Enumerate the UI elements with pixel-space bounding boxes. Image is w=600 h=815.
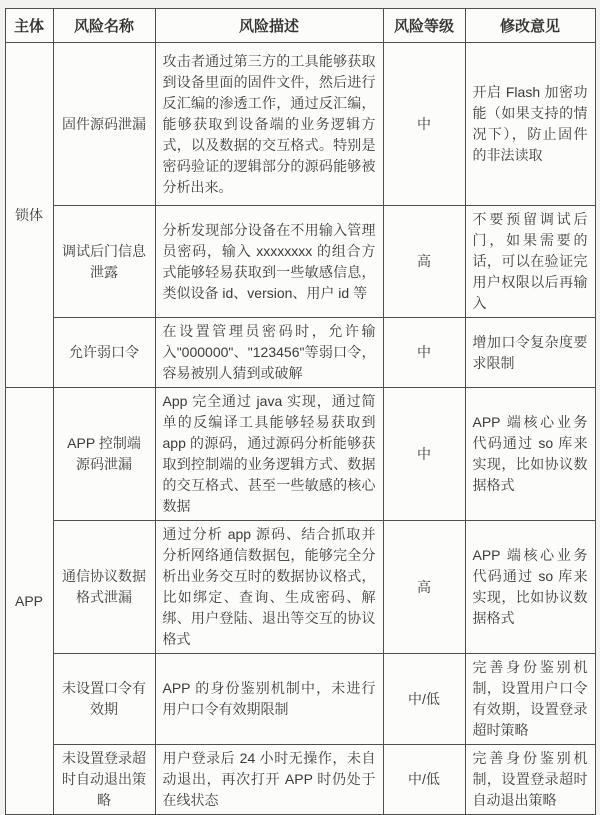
advice-cell: 不要预留调试后门，如果需要的话，可以在验证完用户权限以后再输入	[465, 206, 595, 318]
table-row	[5, 388, 595, 521]
risk-name-cell: 允许弱口令	[53, 318, 155, 388]
header-risk-description: 风险描述	[155, 9, 383, 43]
advice-cell: APP 端核心业务代码通过 so 库来实现，比如协议数据格式	[465, 521, 595, 654]
risk-assessment-table	[5, 8, 596, 815]
risk-level-cell: 中/低	[383, 745, 465, 815]
advice-cell: 完善身份鉴别机制，设置用户口令有效期，设置登录超时策略	[465, 654, 595, 745]
header-subject: 主体	[5, 9, 53, 43]
risk-name-cell: 调试后门信息泄露	[53, 206, 155, 318]
table-row	[5, 43, 595, 206]
risk-name-cell: 固件源码泄漏	[53, 43, 155, 206]
table-row	[5, 745, 595, 815]
risk-level-cell: 中	[383, 43, 465, 206]
table-row	[5, 318, 595, 388]
risk-level-cell: 中	[383, 318, 465, 388]
header-risk-name: 风险名称	[53, 9, 155, 43]
advice-cell: 完善身份鉴别机制，设置登录超时自动退出策略	[465, 745, 595, 815]
advice-cell: 开启 Flash 加密功能（如果支持的情况下），防止固件的非法读取	[465, 43, 595, 206]
risk-description-cell: APP 的身份鉴别机制中，未进行用户口令有效期限制	[155, 654, 383, 745]
risk-level-cell: 中	[383, 388, 465, 521]
subject-cell-lock-body: 锁体	[5, 43, 53, 388]
risk-level-cell: 高	[383, 521, 465, 654]
table-row	[5, 654, 595, 745]
table-row	[5, 206, 595, 318]
risk-name-cell: 通信协议数据格式泄漏	[53, 521, 155, 654]
risk-description-cell: App 完全通过 java 实现，通过简单的反编译工具能够轻易获取到 app 的源码，通过源码分析能够获取到控制端的业务逻辑方式、数据的交互格式、甚至一些敏感的核心数据	[155, 388, 383, 521]
table-header-row	[5, 9, 595, 43]
risk-description-cell: 分析发现部分设备在不用输入管理员密码，输入 xxxxxxxx 的组合方式能够轻易获取到一些敏感信息，类似设备 id、version、用户 id 等	[155, 206, 383, 318]
risk-level-cell: 高	[383, 206, 465, 318]
risk-description-cell: 用户登录后 24 小时无操作，未自动退出，再次打开 APP 时仍处于在线状态	[155, 745, 383, 815]
table-row	[5, 521, 595, 654]
risk-name-cell: 未设置登录超时自动退出策略	[53, 745, 155, 815]
risk-level-cell: 中/低	[383, 654, 465, 745]
risk-description-cell: 通过分析 app 源码、结合抓取并分析网络通信数据包，能够完全分析出业务交互时的数据协议格式，比如绑定、查询、生成密码、解绑、用户登陆、退出等交互的协议格式	[155, 521, 383, 654]
header-advice: 修改意见	[465, 9, 595, 43]
risk-description-cell: 攻击者通过第三方的工具能够获取到设备里面的固件文件，然后进行反汇编的渗透工作，通过反汇编，能够获取到设备端的业务逻辑方式，以及数据的交互格式。特别是密码验证的逻辑部分的源码能够被分析出来。	[155, 43, 383, 206]
risk-name-cell: APP 控制端源码泄漏	[53, 388, 155, 521]
advice-cell: APP 端核心业务代码通过 so 库来实现，比如协议数据格式	[465, 388, 595, 521]
risk-description-cell: 在设置管理员密码时，允许输入"000000"、"123456"等弱口令，容易被别人猜到或破解	[155, 318, 383, 388]
advice-cell: 增加口令复杂度要求限制	[465, 318, 595, 388]
subject-cell-app: APP	[5, 388, 53, 815]
header-risk-level: 风险等级	[383, 9, 465, 43]
risk-name-cell: 未设置口令有效期	[53, 654, 155, 745]
